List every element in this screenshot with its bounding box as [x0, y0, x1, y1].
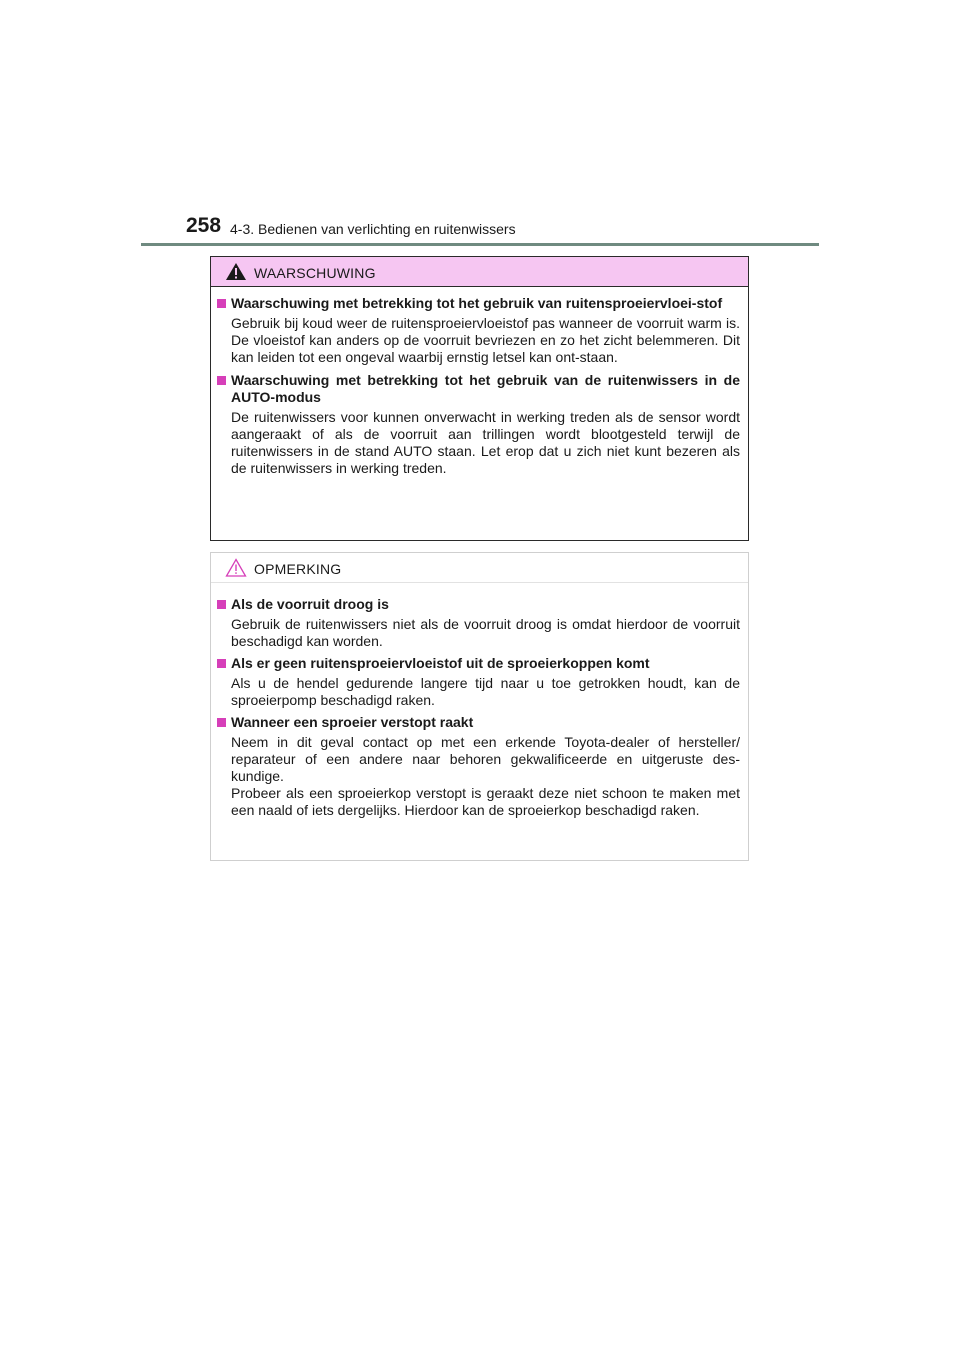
notice-header: [211, 553, 748, 583]
square-bullet-icon: [217, 659, 226, 668]
square-bullet-icon: [217, 376, 226, 385]
warning-header: [211, 257, 748, 287]
notice-box: [210, 552, 749, 861]
notice-item-body: Gebruik de ruitenwissers niet als de voorruit droog is omdat hierdoor de voorruit beschadigd kan worden.: [231, 616, 740, 649]
warning-title: WAARSCHUWING: [254, 265, 376, 281]
header-divider: [141, 243, 819, 246]
notice-item-heading: Als de voorruit droog is: [231, 596, 389, 612]
warning-item-heading: Waarschuwing met betrekking tot het gebruik van ruitensproeiervloei-stof: [231, 295, 723, 311]
warning-item: [217, 372, 740, 477]
notice-body: [211, 583, 748, 819]
page-number: 258: [186, 214, 222, 237]
notice-item: [217, 714, 740, 819]
warning-body: [211, 287, 748, 477]
notice-item-body: Als u de hendel gedurende langere tijd naar u toe getrokken houdt, kan de sproeierpomp beschadigd raken.: [231, 675, 740, 708]
square-bullet-icon: [217, 718, 226, 727]
notice-item-body: Probeer als een sproeierkop verstopt is geraakt deze niet schoon te maken met een naald of iets dergelijks. Hierdoor kan de sproeierkop beschadigd raken.: [231, 785, 740, 818]
warning-item-heading: Waarschuwing met betrekking tot het gebruik van de ruitenwissers in de AUTO-modus: [231, 372, 740, 405]
notice-item: [217, 596, 740, 650]
notice-item-heading: Als er geen ruitensproeiervloeistof uit de sproeierkoppen komt: [231, 655, 650, 671]
warning-item: [217, 295, 740, 366]
section-title: 4-3. Bedienen van verlichting en ruitenwissers: [230, 221, 516, 237]
notice-item-heading: Wanneer een sproeier verstopt raakt: [231, 714, 474, 730]
warning-item-body: De ruitenwissers voor kunnen onverwacht in werking treden als de sensor wordt aangeraakt of als de voorruit aan trillingen wordt blootgesteld terwijl de ruitenwissers in de stand AUTO staan. Let erop dat u zich niet kunt bezeren als de ruitenwissers in werking treden.: [231, 409, 740, 476]
warning-triangle-outline-icon: [225, 558, 247, 577]
warning-box: [210, 256, 749, 541]
notice-item-body: Neem in dit geval contact op met een erkende Toyota-dealer of hersteller/ reparateur of een andere naar behoren gekwalificeerde en uitgeruste des-kundige.: [231, 734, 740, 784]
notice-title: OPMERKING: [254, 561, 342, 577]
square-bullet-icon: [217, 299, 226, 308]
square-bullet-icon: [217, 600, 226, 609]
warning-triangle-filled-icon: [225, 262, 247, 281]
notice-item: [217, 655, 740, 709]
warning-item-body: Gebruik bij koud weer de ruitensproeiervloeistof pas wanneer de voorruit warm is. De vloeistof kan anders op de voorruit bevriezen en zo het zicht belemmeren. Dit kan leiden tot een ongeval waarbij ernstig letsel kan ont-staan.: [231, 315, 740, 365]
